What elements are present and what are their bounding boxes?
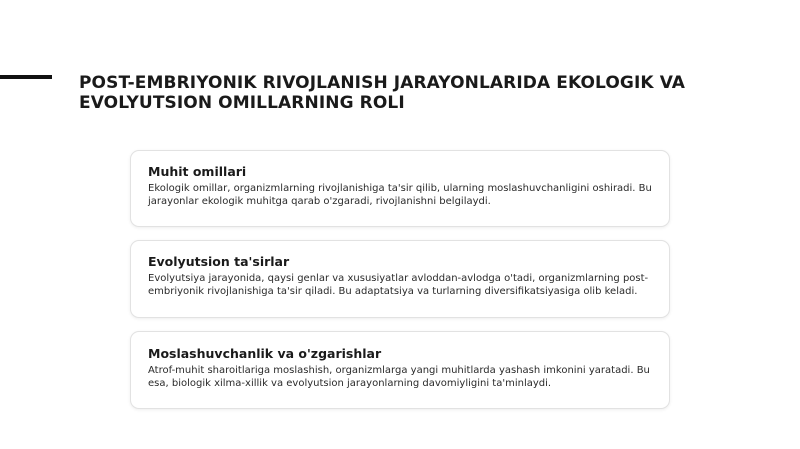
card-title: Moslashuvchanlik va o'zgarishlar (148, 346, 382, 361)
title-accent-bar (0, 75, 52, 79)
slide-title: POST-EMBRIYONIK RIVOJLANISH JARAYONLARIDA EKOLOGIK VA EVOLYUTSION OMILLARNING ROLI (79, 73, 686, 113)
card-title: Muhit omillari (148, 164, 247, 179)
card-text: Evolyutsiya jarayonida, qaysi genlar va xususiyatlar avloddan-avlodga o'tadi, organizmlarning post-embriyonik rivojlanishiga ta'sir qiladi. Bu adaptatsiya va turlarning diversifikatsiyasiga olib keladi. (148, 273, 649, 297)
card-evolyutsion-tasirlar (130, 240, 670, 318)
cards-list (130, 150, 670, 422)
card-text: Ekologik omillar, organizmlarning rivojlanishiga ta'sir qilib, ularning moslashuvchanligini oshiradi. Bu jarayonlar ekologik muhitga qarab o'zgaradi, rivojlanishni belgilaydi. (148, 183, 652, 207)
card-text: Atrof-muhit sharoitlariga moslashish, organizmlarga yangi muhitlarda yashash imkonini yaratadi. Bu esa, biologik xilma-xillik va evolyutsion jarayonlarning davomiyligini ta'minlaydi. (148, 365, 650, 389)
card-moslashuvchanlik (130, 331, 670, 409)
card-title: Evolyutsion ta'sirlar (148, 254, 290, 269)
card-muhit-omillari (130, 150, 670, 227)
